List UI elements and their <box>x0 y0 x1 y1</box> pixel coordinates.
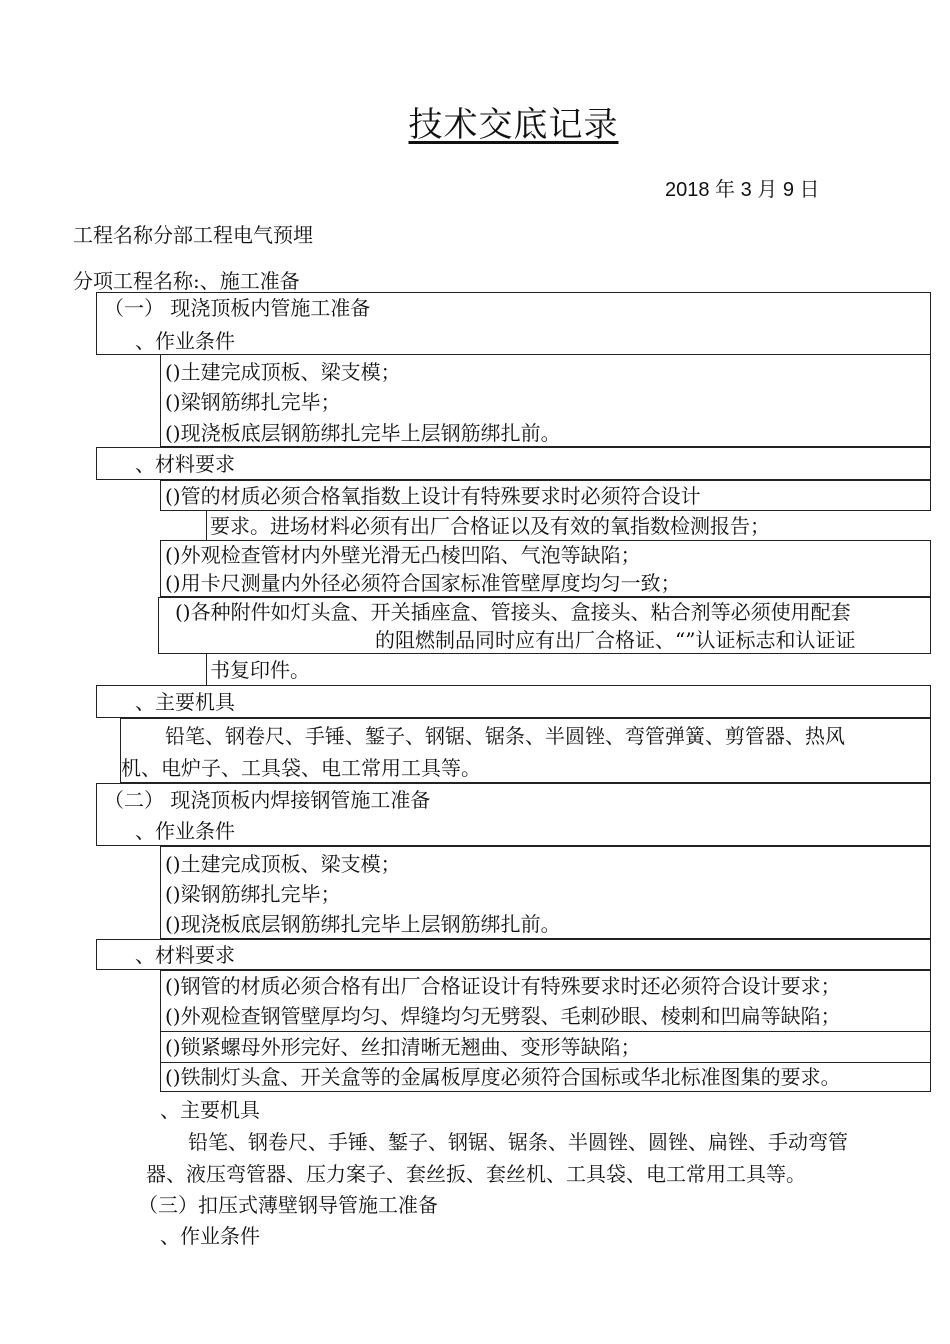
list-item: ()现浇板底层钢筋绑扎完毕上层钢筋绑扎前。 <box>165 912 561 936</box>
section-1-heading: （一） 现浇顶板内管施工准备 <box>104 296 371 320</box>
list-item-continuation: 的阻燃制品同时应有出厂合格证、“”认证标志和认证证 <box>375 628 856 652</box>
table-right-rule <box>930 292 931 354</box>
list-item-continuation: 书复印件。 <box>210 658 310 682</box>
section-1-materials-heading: 、材料要求 <box>135 452 235 476</box>
table-rule <box>160 1062 931 1063</box>
list-item: ()土建完成顶板、梁支模； <box>165 852 401 876</box>
tools-text: 铅笔、钢卷尺、手锤、錾子、钢锯、锯条、半圆锉、弯管弹簧、剪管器、热风 <box>165 724 845 748</box>
table-top-rule <box>96 292 931 293</box>
list-item: ()梁钢筋绑扎完毕； <box>165 390 341 414</box>
section-2-work-conditions-heading: 、作业条件 <box>135 819 235 843</box>
list-item: ()钢管的材质必须合格有出厂合格证设计有特殊要求时还必须符合设计要求； <box>165 974 841 998</box>
table-rule <box>206 511 207 540</box>
list-item: ()用卡尺测量内外径必须符合国家标准管壁厚度均匀一致； <box>165 571 681 595</box>
subproject-name-line: 分项工程名称:、施工准备 <box>73 269 300 293</box>
document-title: 技术交底记录 <box>408 105 619 145</box>
document-date: 2018 年 3 月 9 日 <box>665 179 820 201</box>
list-item: ()现浇板底层钢筋绑扎完毕上层钢筋绑扎前。 <box>165 421 561 445</box>
table-rule <box>160 1031 931 1032</box>
list-item: ()梁钢筋绑扎完毕； <box>165 882 341 906</box>
table-rule <box>206 654 207 685</box>
tools-text: 铅笔、钢卷尺、手锤、錾子、钢锯、锯条、半圆锉、圆锉、扁锉、手动弯管 <box>188 1130 848 1154</box>
table-left-rule <box>96 292 97 354</box>
section-1-tools-heading: 、主要机具 <box>135 690 235 714</box>
tools-text: 机、电炉子、工具袋、电工常用工具等。 <box>121 756 481 780</box>
section-3-heading: （三）扣压式薄壁钢导管施工准备 <box>138 1193 438 1217</box>
list-item: ()管的材质必须合格氧指数上设计有特殊要求时必须符合设计 <box>165 484 701 508</box>
section-2-tools-heading: 、主要机具 <box>160 1098 260 1122</box>
list-item: ()铁制灯头盒、开关盒等的金属板厚度必须符合国标或华北标准图集的要求。 <box>165 1065 841 1089</box>
project-name-line: 工程名称分部工程电气预埋 <box>73 223 313 247</box>
list-item: ()各种附件如灯头盒、开关插座盒、管接头、盒接头、粘合剂等必须使用配套 <box>175 600 851 624</box>
list-item: ()外观检查钢管壁厚均匀、焊缝均匀无劈裂、毛刺砂眼、棱刺和凹扁等缺陷； <box>165 1004 841 1028</box>
list-item: ()外观检查管材内外壁光滑无凸棱凹陷、气泡等缺陷； <box>165 543 641 567</box>
tools-text: 器、液压弯管器、压力案子、套丝扳、套丝机、工具袋、电工常用工具等。 <box>146 1162 806 1186</box>
section-1-work-conditions-heading: 、作业条件 <box>135 329 235 353</box>
list-item: ()锁紧螺母外形完好、丝扣清晰无翘曲、变形等缺陷； <box>165 1035 641 1059</box>
list-item: ()土建完成顶板、梁支模； <box>165 360 401 384</box>
section-2-heading: （二） 现浇顶板内焊接钢管施工准备 <box>104 788 431 812</box>
section-2-materials-heading: 、材料要求 <box>135 943 235 967</box>
list-item-continuation: 要求。进场材料必须有出厂合格证以及有效的氧指数检测报告； <box>210 514 770 538</box>
section-3-work-conditions-heading: 、作业条件 <box>160 1224 260 1248</box>
